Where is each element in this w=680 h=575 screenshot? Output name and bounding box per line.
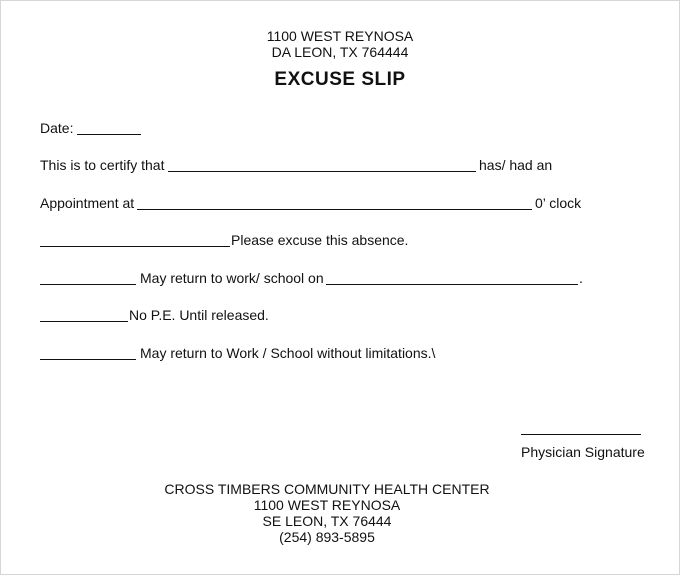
footer-org: CROSS TIMBERS COMMUNITY HEALTH CENTER (164, 481, 490, 497)
date-label: Date: (40, 120, 74, 136)
excuse-blank[interactable] (40, 246, 230, 247)
appointment-time-blank[interactable] (137, 209, 532, 210)
appointment-suffix: 0’ clock (535, 195, 582, 211)
excuse-text: Please excuse this absence. (231, 232, 409, 248)
page-title: EXCUSE SLIP (274, 69, 406, 90)
certify-suffix: has/ had an (479, 157, 553, 173)
return-on-check-blank[interactable] (40, 284, 136, 285)
signature-blank[interactable] (521, 434, 641, 435)
appointment-label: Appointment at (40, 195, 135, 211)
date-blank[interactable] (77, 134, 141, 135)
header-address-line2: DA LEON, TX 764444 (271, 44, 409, 60)
footer-address-line1: 1100 WEST REYNOSA (253, 497, 401, 513)
footer-phone: (254) 893-5895 (279, 529, 375, 545)
no-pe-check-blank[interactable] (40, 321, 128, 322)
return-on-suffix: . (579, 270, 583, 286)
patient-name-blank[interactable] (168, 171, 476, 172)
no-pe-text: No P.E. Until released. (129, 307, 269, 323)
footer-address-line2: SE LEON, TX 76444 (262, 513, 392, 529)
return-on-text: May return to work/ school on (140, 270, 324, 286)
certify-label: This is to certify that (40, 157, 165, 173)
no-limits-check-blank[interactable] (40, 359, 136, 360)
signature-label: Physician Signature (521, 444, 645, 460)
header-address-line1: 1100 WEST REYNOSA (266, 28, 414, 44)
return-date-blank[interactable] (326, 284, 578, 285)
no-limits-text: May return to Work / School without limitations.\ (140, 345, 436, 361)
